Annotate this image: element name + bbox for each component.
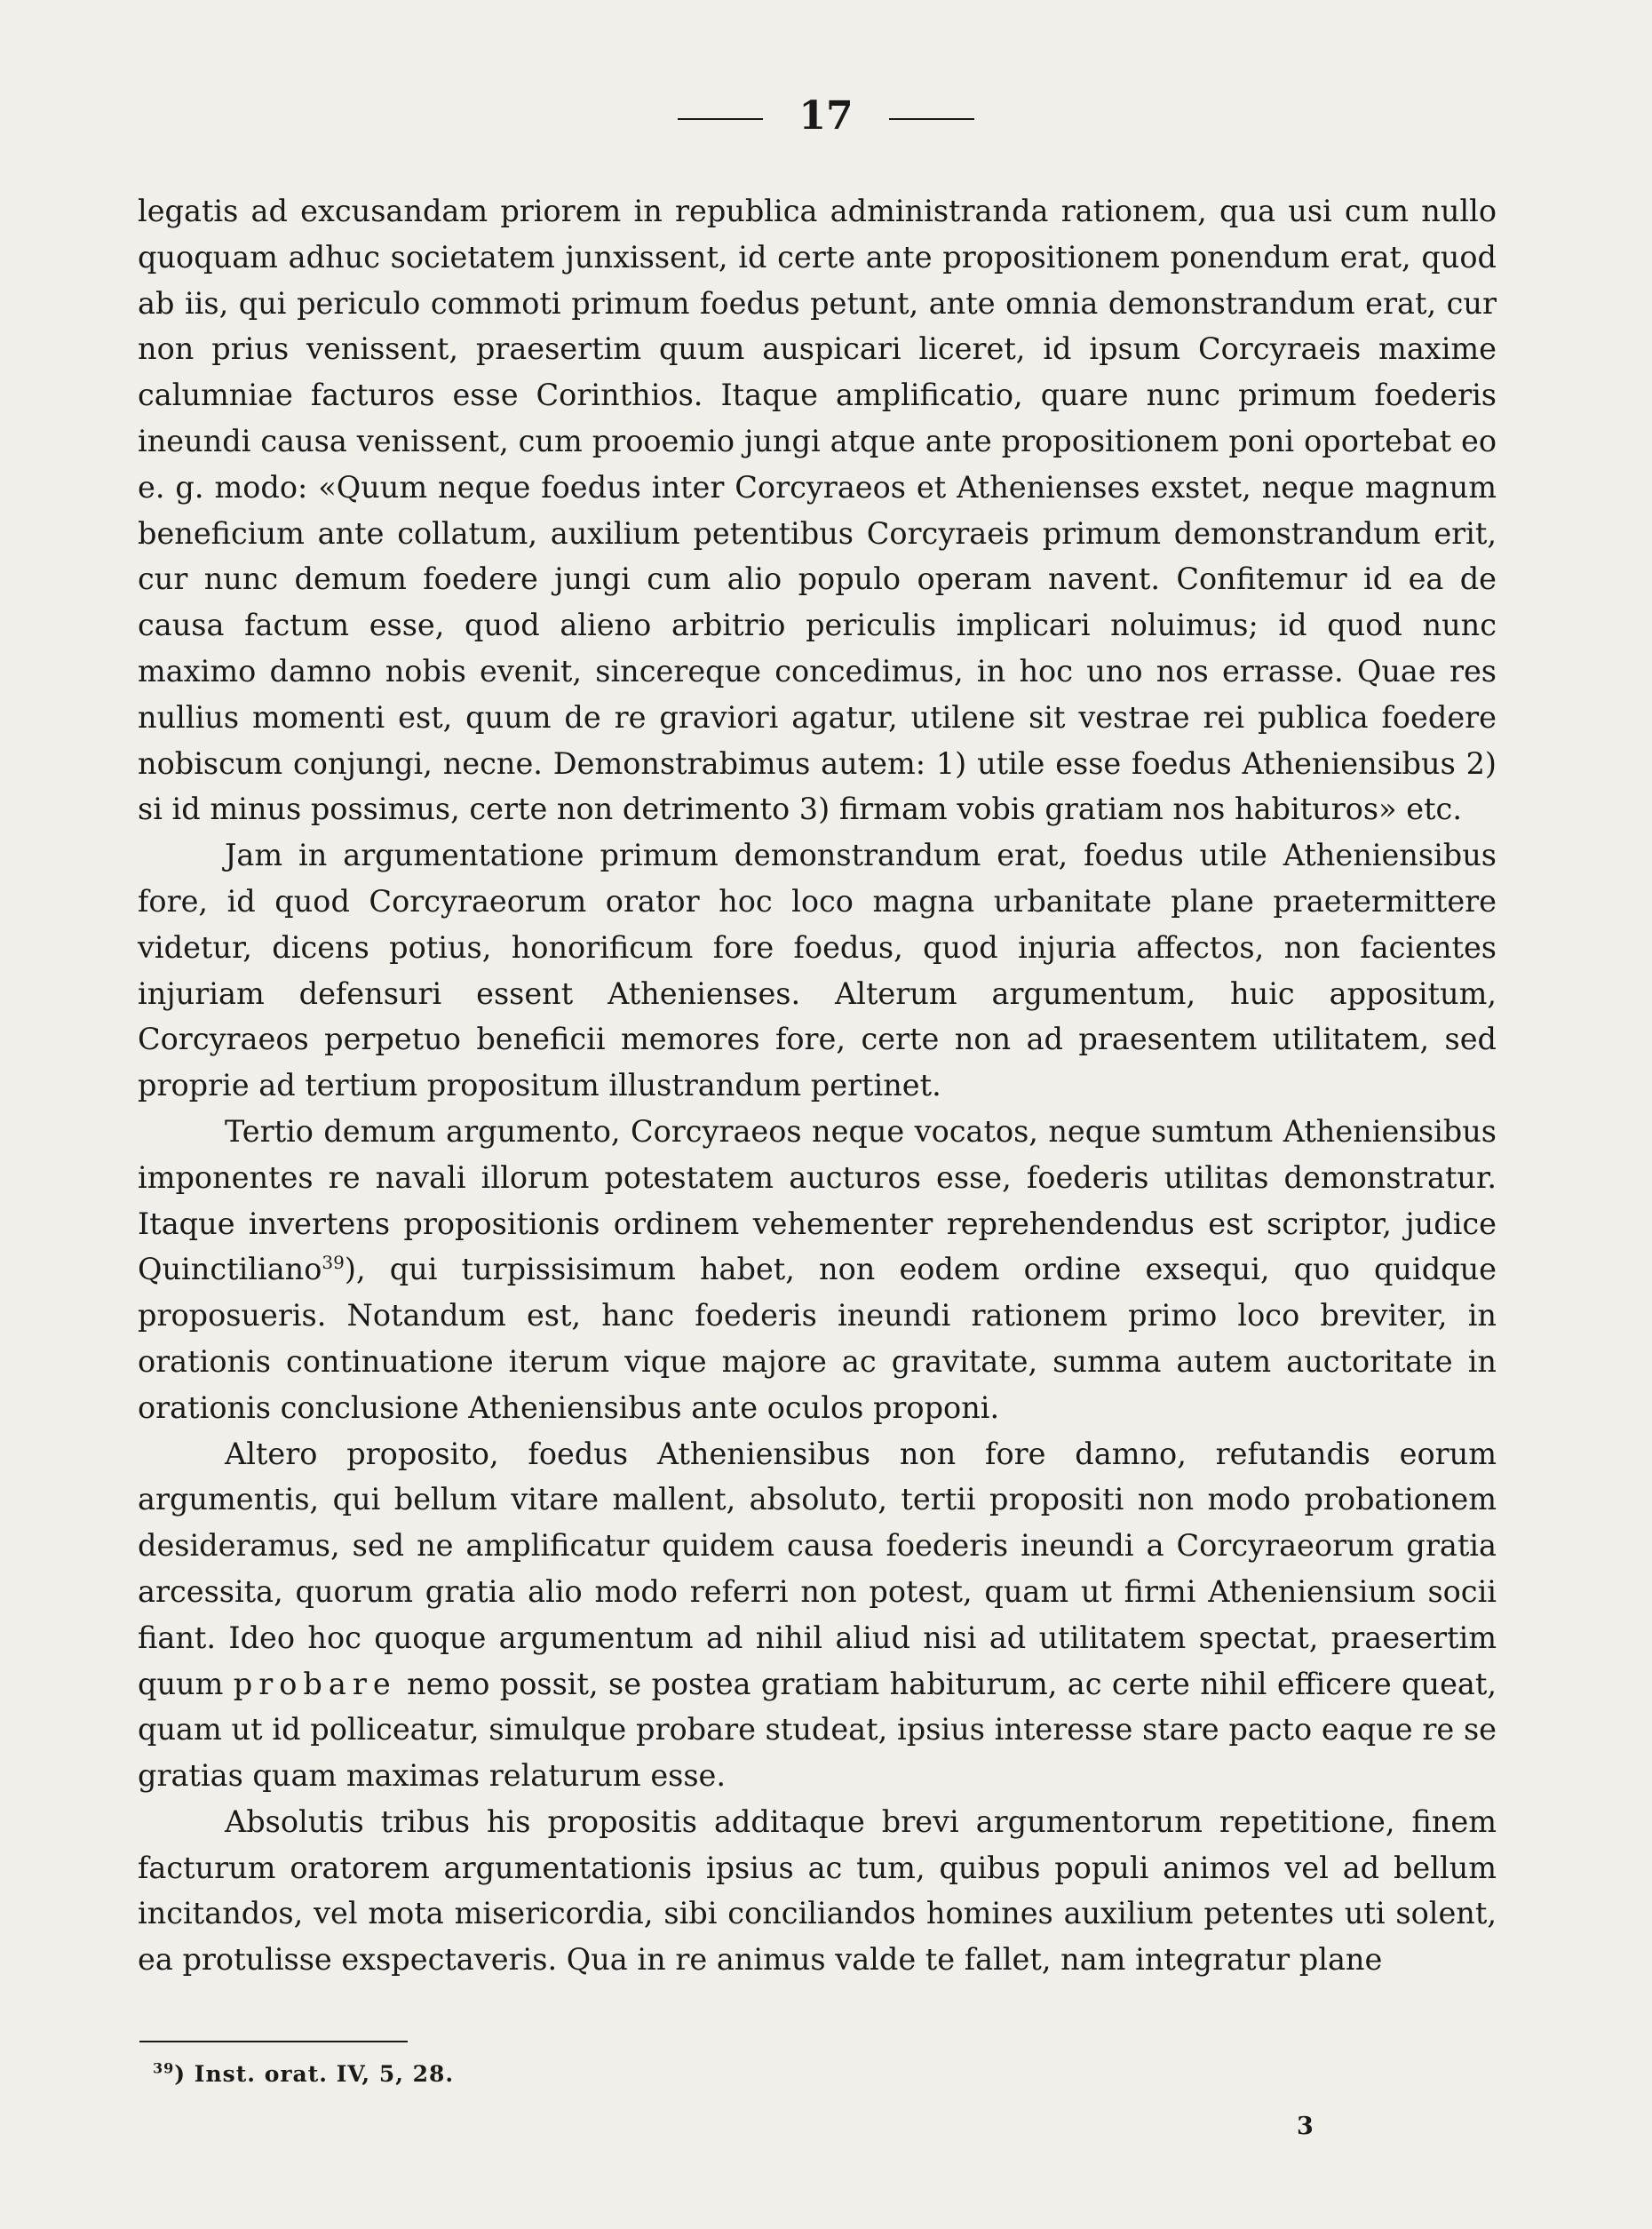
page-header [0,93,1652,139]
footnote [153,2061,454,2087]
page-number: 17 [798,93,854,139]
paragraph-4-text-a: Altero proposito, foedus Atheniensibus non fore damno, refutandis eorum argumentis, qui bellum vitare mallent, absoluto, tertii propositi non modo probationem desideramus, sed ne amplificatur quidem causa foederis ineundi a Corcyraeorum gratia arcessita, quorum gratia alio modo referri non potest, quam ut firmi Atheniensium socii fiant. Ideo hoc quoque argumentum ad nihil aliud nisi ad utilitatem spectat, praesertim quum [138,1436,1497,1701]
paragraph-2: Jam in argumentatione primum demonstrandum erat, foedus utile Atheniensibus fore, id quod Corcyraeorum orator hoc loco magna urbanitate plane praetermittere videtur, dicens potius, honorificum fore foedus, quod injuria affectos, non facientes injuriam defensuri essent Athenienses. Alterum argumentum, huic appositum, Corcyraeos perpetuo beneficii memores fore, certe non ad praesentem utilitatem, sed proprie ad tertium propositum illustrandum pertinet. [138,838,1497,1103]
footnote-reference: 39 [322,1252,345,1274]
footnote-rule [139,2041,408,2042]
body-text [138,188,1497,1983]
footnote-text: ) Inst. orat. IV, 5, 28. [174,2061,455,2087]
paragraph-3 [138,1109,1497,1431]
paragraph-3-text-b: ), qui turpissisimum habet, non eodem ordine exsequi, quo quidque proposueris. Notandum est, hanc foederis ineundi rationem primo loco breviter, in orationis continuatione iterum vique majore ac gravitate, summa autem auctoritate in orationis conclusione Atheniensibus ante oculos proponi. [138,1252,1497,1425]
paragraph-1: legatis ad excusandam priorem in republica administranda rationem, qua usi cum nullo quoquam adhuc societatem junxissent, id certe ante propositionem ponendum erat, quod ab iis, qui periculo commoti primum foedus petunt, ante omnia demonstrandum erat, cur non prius venissent, praesertim quum auspicari liceret, id ipsum Corcyraeis maxime calumniae facturos esse Corinthios. Itaque amplificatio, quare nunc primum foederis ineundi causa venissent, cum prooemio jungi atque ante propositionem poni oportebat eo e. g. modo: «Quum neque foedus inter Corcyraeos et Athenienses exstet, neque magnum beneficium ante collatum, auxilium petentibus Corcyraeis primum demonstrandum erit, cur nunc demum foedere jungi cum alio populo operam navent. Confitemur id ea de causa factum esse, quod alieno arbitrio periculis implicari noluimus; id quod nunc maximo damno nobis evenit, sincereque concedimus, in hoc uno nos errasse. Quae res nullius momenti est, quum de re graviori agatur, utilene sit vestrae rei publica foedere nobiscum conjungi, necne. Demonstrabimus autem: 1) utile esse foedus Atheniensibus 2) si id minus possimus, certe non detrimento 3) firmam vobis gratiam nos habituros» etc. [138,194,1497,827]
signature-mark: 3 [1297,2113,1314,2140]
header-rule-right [889,118,974,120]
paragraph-5: Absolutis tribus his propositis additaque brevi argumentorum repetitione, finem facturum oratorem argumentationis ipsius ac tum, quibus populi animos vel ad bellum incitandos, vel mota misericordia, sibi conciliandos homines auxilium petentes uti solent, ea protulisse exspectaveris. Qua in re animus valde te fallet, nam integratur plane [138,1803,1497,1978]
paragraph-4 [138,1431,1497,1799]
header-rule-left [678,118,763,120]
paragraph-4-text-b: nemo possit, se postea gratiam habiturum, ac certe nihil efficere queat, quam ut id polliceatur, simulque probare studeat, ipsius interesse stare pacto eaque re se gratias quam maximas relaturum esse. [138,1666,1497,1794]
paragraph-3-text-a: Tertio demum argumento, Corcyraeos neque vocatos, neque sumtum Atheniensibus imponentes re navali illorum potestatem aucturos esse, foederis utilitas demonstratur. Itaque invertens propositionis ordinem vehementer reprehendendus est scriptor, judice Quinctiliano [138,1113,1497,1287]
emphasized-word: probare [233,1666,397,1701]
footnote-marker: 39 [153,2059,175,2077]
